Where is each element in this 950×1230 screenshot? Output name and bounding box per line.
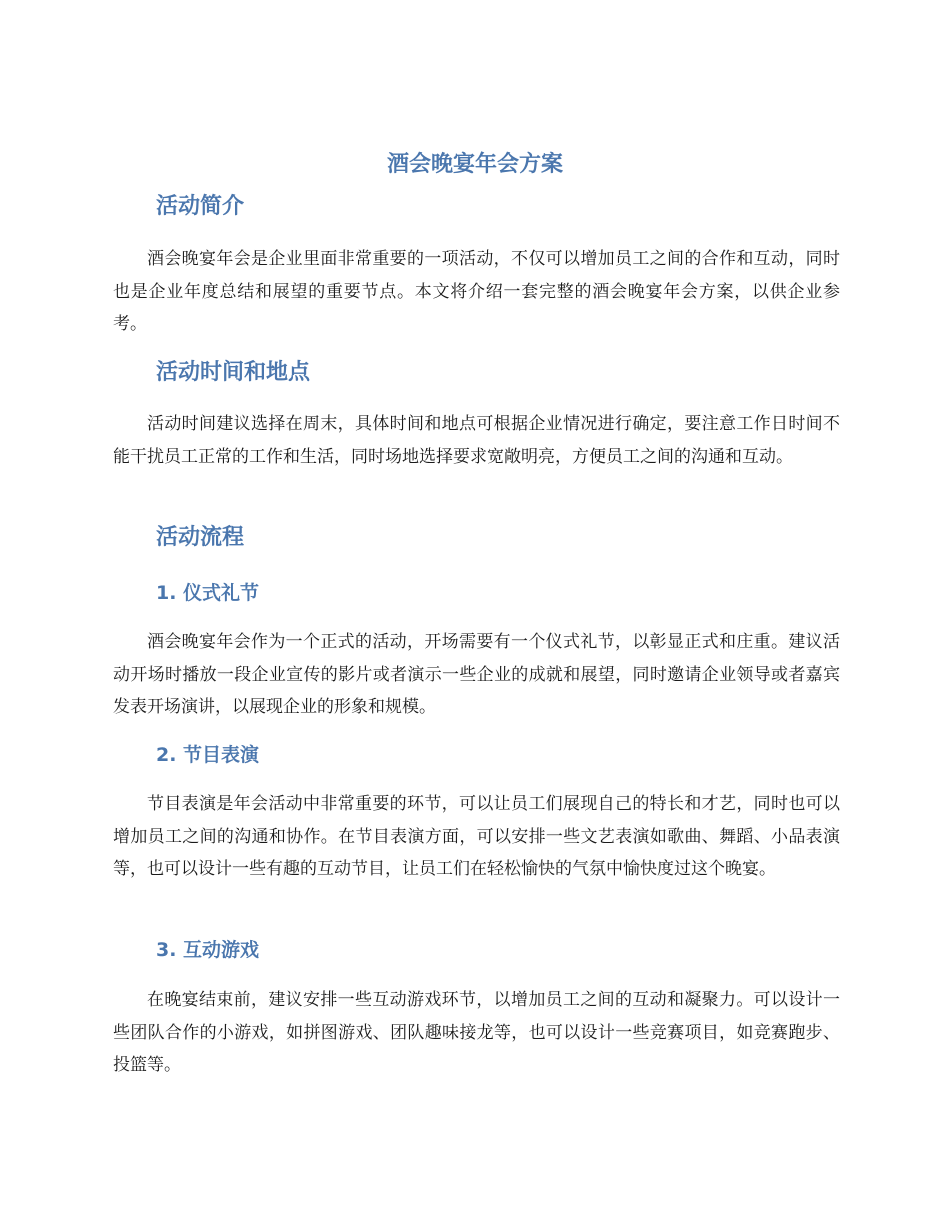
section-heading-process: 活动流程 (156, 525, 245, 550)
subsection-paragraph-performance: 节目表演是年会活动中非常重要的环节，可以让员工们展现自己的特长和才艺，同时也可以增加员工之间的沟通和协作。在节目表演方面，可以安排一些文艺表演如歌曲、舞蹈、小品表演等，也可以设计一些有趣的互动节目，让员工们在轻松愉快的气氛中愉快度过这个晚宴。 (113, 794, 840, 879)
subsection-heading-ceremony: 1. 仪式礼节 (156, 582, 260, 604)
subsection-heading-performance: 2. 节目表演 (156, 744, 260, 766)
section-paragraph-time-place: 活动时间建议选择在周末，具体时间和地点可根据企业情况进行确定，要注意工作日时间不能干扰员工正常的工作和生活，同时场地选择要求宽敞明亮，方便员工之间的沟通和互动。 (113, 414, 840, 467)
subsection-paragraph-games: 在晚宴结束前，建议安排一些互动游戏环节，以增加员工之间的互动和凝聚力。可以设计一些团队合作的小游戏，如拼图游戏、团队趣味接龙等，也可以设计一些竞赛项目，如竞赛跑步、投篮等。 (113, 990, 840, 1075)
section-paragraph-intro: 酒会晚宴年会是企业里面非常重要的一项活动，不仅可以增加员工之间的合作和互动，同时也是企业年度总结和展望的重要节点。本文将介绍一套完整的酒会晚宴年会方案，以供企业参考。 (113, 249, 840, 334)
section-heading-time-place: 活动时间和地点 (156, 360, 311, 385)
subsection-heading-games: 3. 互动游戏 (156, 939, 260, 961)
section-heading-intro: 活动简介 (156, 194, 245, 219)
document-title: 酒会晚宴年会方案 (386, 152, 563, 177)
subsection-paragraph-ceremony: 酒会晚宴年会作为一个正式的活动，开场需要有一个仪式礼节，以彰显正式和庄重。建议活动开场时播放一段企业宣传的影片或者演示一些企业的成就和展望，同时邀请企业领导或者嘉宾发表开场演讲，以展现企业的形象和规模。 (113, 632, 840, 717)
